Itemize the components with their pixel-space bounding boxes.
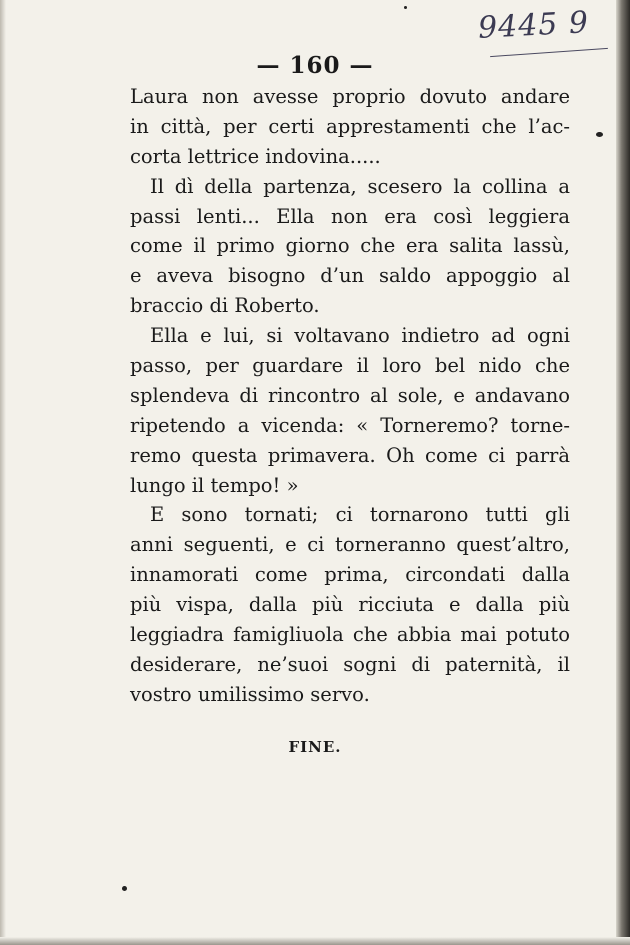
text-line: passi lenti... Ella non era così leggiera — [130, 204, 570, 228]
page-number: — 160 — — [256, 52, 374, 79]
text-line: leggiadra famigliuola che abbia mai potuto — [130, 623, 570, 647]
text-line: corta lettrice indovina..... — [130, 144, 381, 168]
text-line: desiderare, ne’suoi sogni di paternità, il — [130, 652, 570, 676]
text-line: come il primo giorno che era salita lassù, — [130, 234, 570, 258]
text-line: Ella e lui, si voltavano indietro ad ogni — [150, 324, 570, 348]
text-line: e aveva bisogno d’un saldo appoggio al — [130, 264, 570, 288]
text-line: lungo il tempo! » — [130, 473, 299, 497]
text-line: Il dì della partenza, scesero la collina a — [150, 174, 570, 198]
text-line: innamorati come prima, circondati dalla — [130, 563, 570, 587]
end-mark: FINE. — [288, 738, 342, 756]
ink-speck — [122, 886, 127, 891]
text-line: E sono tornati; ci tornarono tutti gli — [150, 503, 570, 527]
text-line: splendeva di rincontro al sole, e andavano — [130, 383, 570, 407]
text-line: braccio di Roberto. — [130, 294, 320, 318]
text-line: ripetendo a vicenda: « Torneremo? torne- — [130, 413, 570, 437]
ink-speck — [596, 132, 603, 137]
page-bottom-edge — [0, 937, 630, 945]
ink-speck — [404, 6, 407, 9]
body-text — [130, 82, 570, 710]
handwritten-inventory-number: 9445 9 — [477, 5, 590, 46]
text-line: Laura non avesse proprio dovuto andare — [130, 85, 570, 108]
text-line: anni seguenti, e ci torneranno quest’altro, — [130, 533, 570, 557]
text-line: passo, per guardare il loro bel nido che — [130, 354, 570, 378]
binding-shadow — [616, 0, 630, 945]
text-line: più vispa, dalla più ricciuta e dalla più — [130, 593, 570, 617]
text-line: in città, per certi apprestamenti che l’ac- — [130, 114, 570, 138]
text-line: remo questa primavera. Oh come ci parrà — [130, 443, 570, 467]
text-line: vostro umilissimo servo. — [130, 682, 370, 706]
page-left-edge — [0, 0, 6, 945]
